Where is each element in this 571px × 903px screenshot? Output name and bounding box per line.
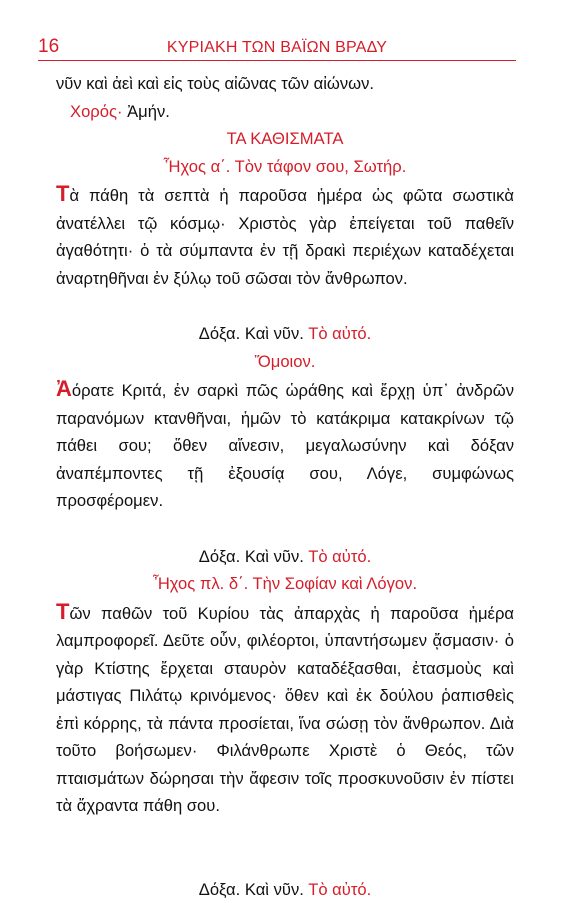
page-header bbox=[38, 36, 516, 61]
hymn2-text bbox=[56, 375, 514, 515]
doxa1-red: Τὸ αὐτό. bbox=[304, 324, 371, 343]
choir-label: Χορός· bbox=[70, 102, 123, 121]
doxa1-black: Δόξα. Καὶ νῦν. bbox=[199, 324, 304, 343]
doxa2-black: Δόξα. Καὶ νῦν. bbox=[199, 547, 304, 566]
hymn3-body: ῶν παθῶν τοῦ Κυρίου τὰς ἀπαρχὰς ἡ παροῦσα ἡμέρα λαμπροφορεῖ. Δεῦτε οὖν, φιλέορτοι, ὑπαντήσωμεν ᾄσμασιν· ὁ γὰρ Κτίστης ἔρχεται σταυρὸν καταδέξασθαι, ἐτασμοὺς καὶ μάστιγας Πιλάτῳ κρινόμενος· ὅθεν καὶ ἐκ δούλου ῥαπισθεὶς ἐπὶ κόρρης, τὰ πάντα προσίεται, ἵνα σώσῃ τὸν ἄνθρωπον. Διὰ τοῦτο βοήσωμεν· Φιλάνθρωπε Χριστὲ ὁ Θεός, τῶν πταισμάτων δώρησαι τὴν ἄφεσιν τοῖς προσκυνοῦσιν ἐν πίστει τὰ ἄχραντα πάθη σου. bbox=[56, 604, 514, 816]
hymn3-dropcap: Τ bbox=[56, 599, 69, 624]
opening-line: νῦν καὶ ἀεὶ καὶ εἰς τοὺς αἰῶνας τῶν αἰώνων. bbox=[56, 70, 514, 98]
hymn3-tone: Ἦχος πλ. δ΄. Τὴν Σοφίαν καὶ Λόγον. bbox=[56, 570, 514, 598]
page-number: 16 bbox=[38, 36, 59, 58]
hymn2-dropcap: Ἀ bbox=[56, 376, 72, 401]
choir-response: Ἀμήν. bbox=[123, 102, 170, 121]
page-body bbox=[56, 70, 514, 903]
hymn1-body: ὰ πάθη τὰ σεπτὰ ἡ παροῦσα ἡμέρα ὡς φῶτα σωστικὰ ἀνατέλλει τῷ κόσμῳ· Χριστὸς γὰρ ἐπείγεται τοῦ παθεῖν ἀγαθότητι· ὁ τὰ σύμπαντα ἐν τῇ δρακὶ περιέχων καταδέχεται ἀναρτηθῆναι ἐν ξύλῳ τοῦ σῶσαι τὸν ἄνθρωπον. bbox=[56, 186, 514, 288]
doxa3-red: Τὸ αὐτό. bbox=[304, 880, 371, 899]
doxa-line-2 bbox=[56, 543, 514, 571]
doxa-line-3 bbox=[56, 876, 514, 903]
hymn1-text bbox=[56, 180, 514, 292]
hymn2-tone: Ὅμοιον. bbox=[56, 348, 514, 376]
hymn2-body: όρατε Κριτά, ἐν σαρκὶ πῶς ὡράθης καὶ ἔρχῃ ὑπ᾽ ἀνδρῶν παρανόμων κτανθῆναι, ἡμῶν τὸ κατάκριμα κατακρίνων τῷ πάθει σου; ὅθεν αἴνεσιν, μεγαλωσύνην καὶ δόξαν ἀναπέμποντες τῇ ἐξουσίᾳ σου, Λόγε, συμφώνως προσφέρομεν. bbox=[56, 381, 514, 510]
doxa3-black: Δόξα. Καὶ νῦν. bbox=[199, 880, 304, 899]
hymn1-tone: Ἦχος α΄. Τὸν τάφον σου, Σωτήρ. bbox=[56, 153, 514, 181]
running-title: ΚΥΡΙΑΚΗ ΤΩΝ ΒΑΪΩΝ ΒΡΑΔΥ bbox=[38, 37, 516, 59]
section-title: ΤΑ ΚΑΘΙΣΜΑΤΑ bbox=[56, 125, 514, 153]
hymn1-dropcap: Τ bbox=[56, 181, 69, 206]
doxa-line-1 bbox=[56, 320, 514, 348]
doxa2-red: Τὸ αὐτό. bbox=[304, 547, 371, 566]
hymn3-text bbox=[56, 598, 514, 820]
choir-line bbox=[56, 98, 514, 126]
